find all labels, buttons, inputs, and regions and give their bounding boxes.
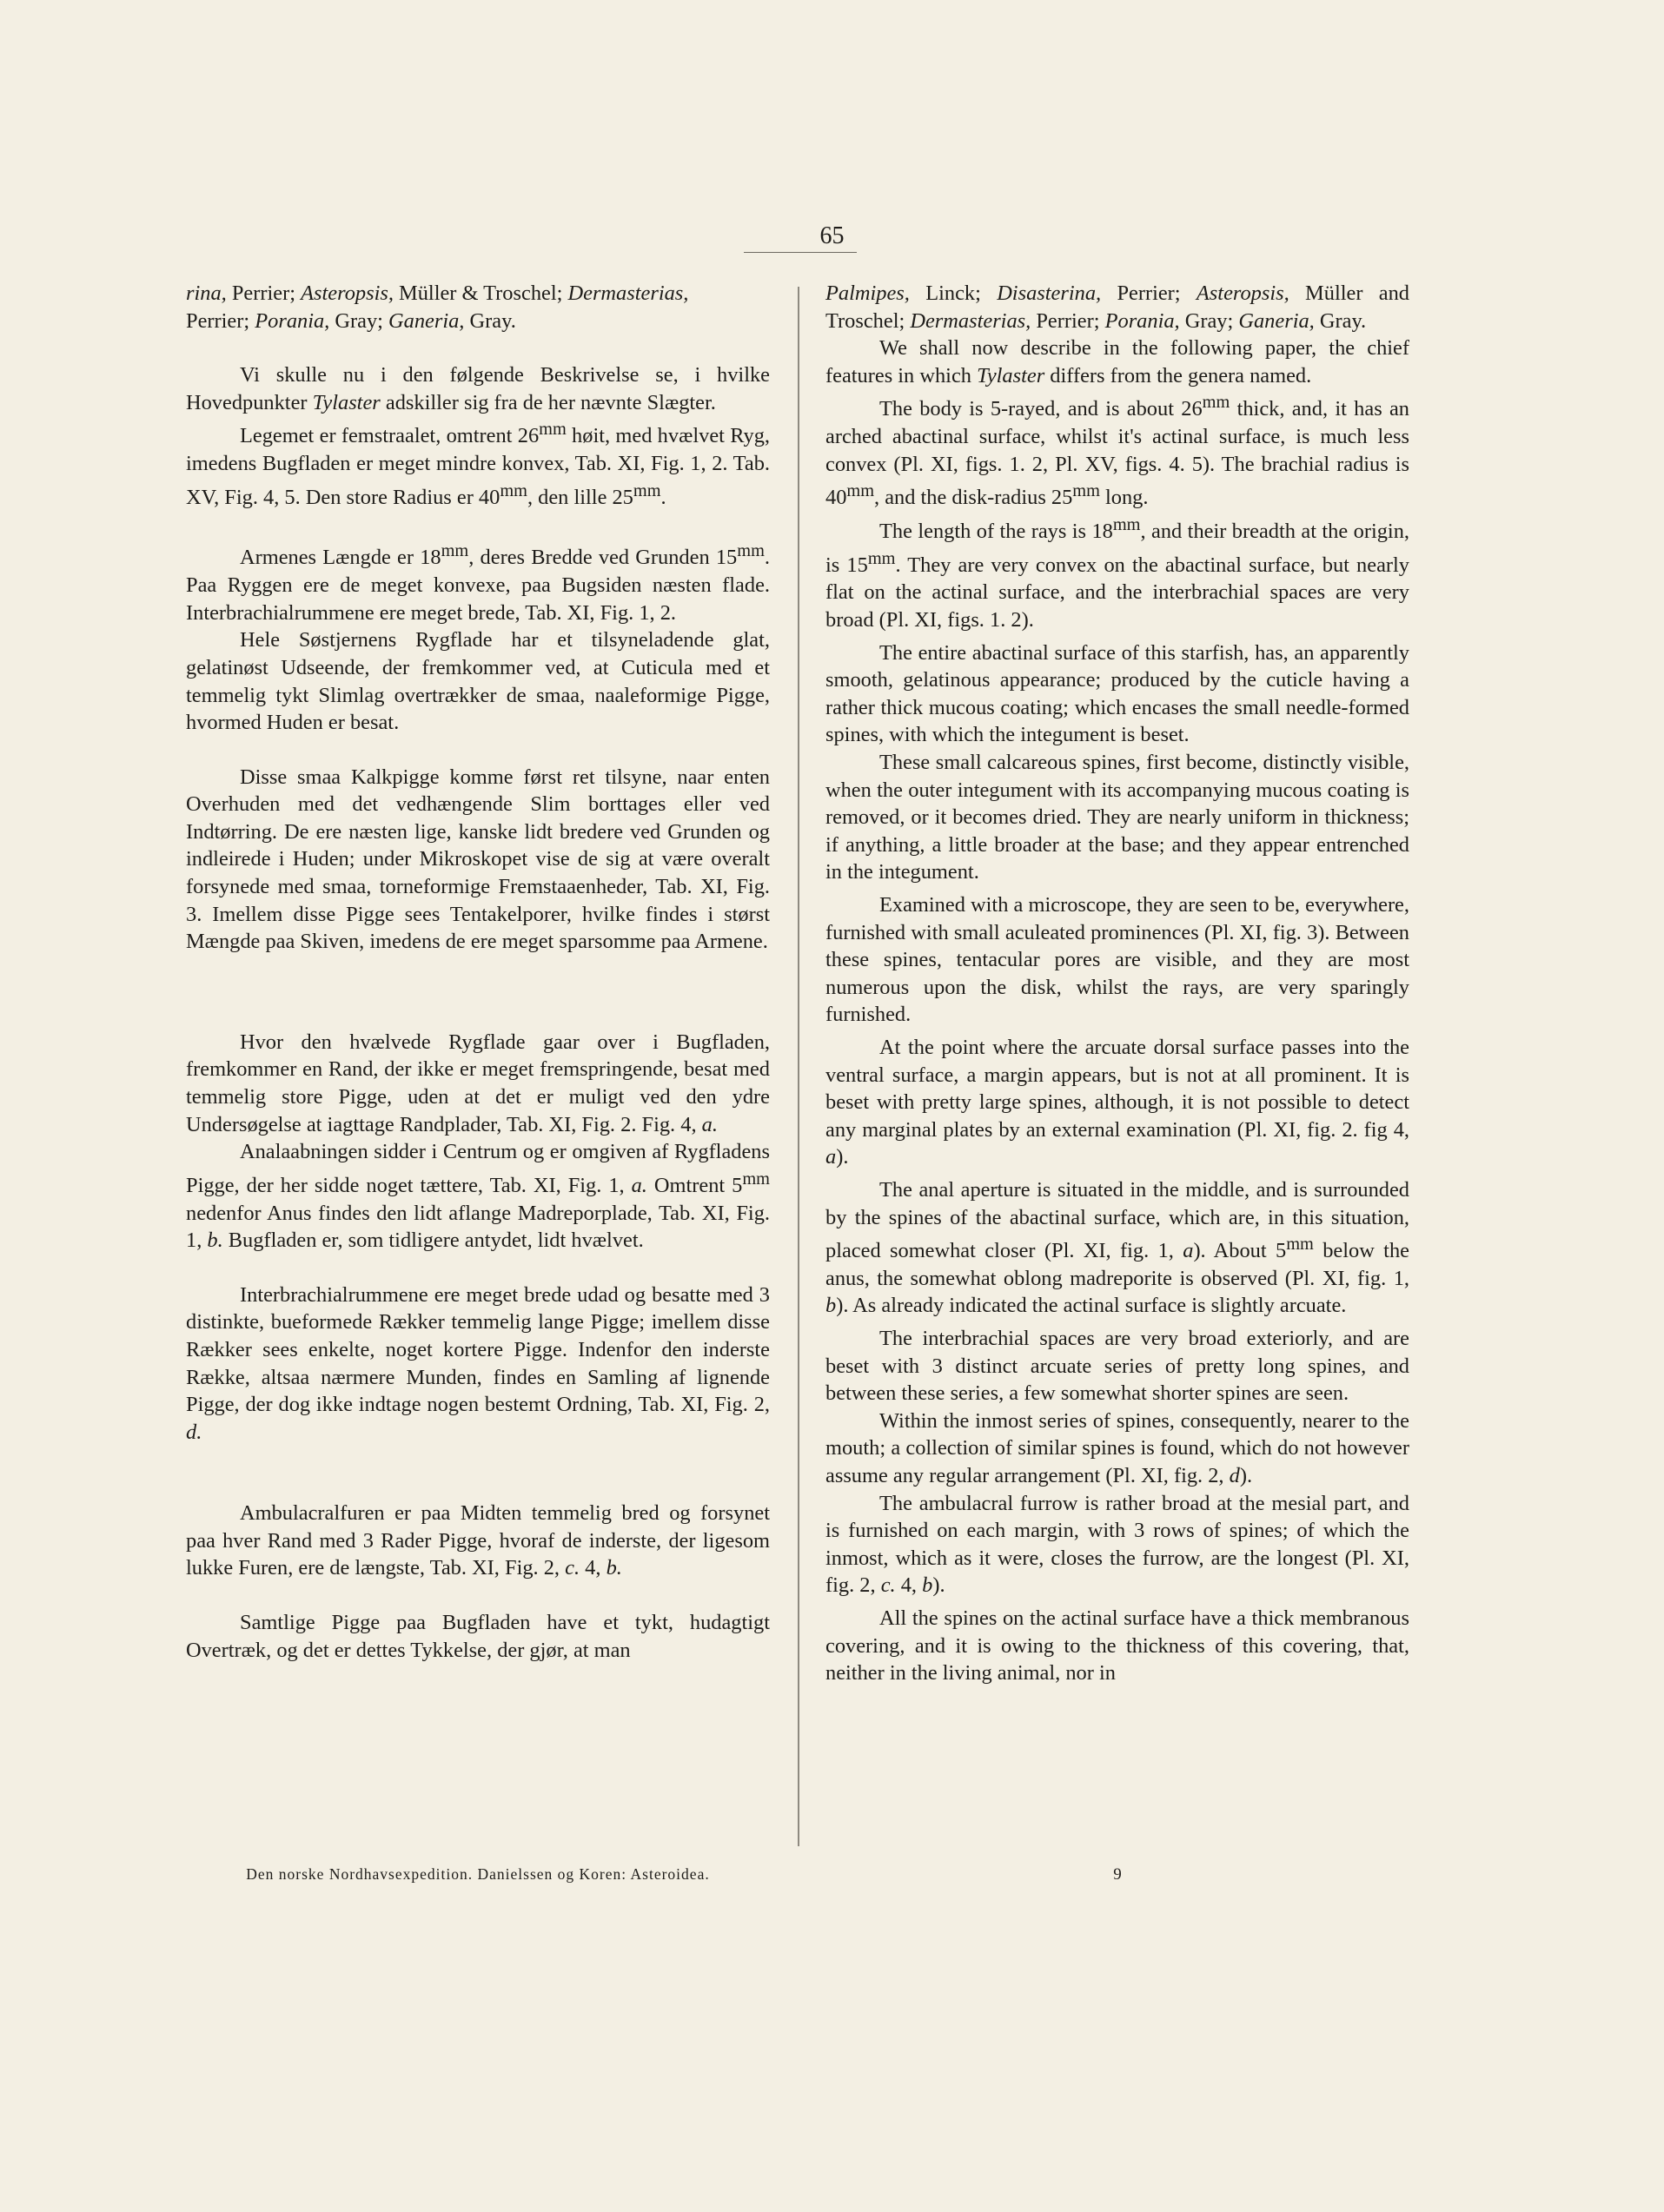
column-divider [798, 287, 799, 1846]
paragraph: Legemet er femstraalet, omtrent $26^{mm}$ høit, med hvælvet Ryg, imedens Bugfladen er meget mindre konvex, Tab. XI, Fig. 1, 2. Tab. XV, Fig. 4, 5. Den store Radius er $40^{mm}$, den lille $25^{mm}$. [186, 420, 770, 509]
paragraph: Analaabningen sidder i Centrum og er omgiven af Rygfladens Pigge, der her sidde noget tættere, Tab. XI, Fig. 1, a. Omtrent $5^{mm}$ nedenfor Anus findes den lidt aflange Madreporplade, Tab. XI, Fig. 1, b. Bugfladen er, som tidligere antydet, lidt hvælvet. [186, 1140, 770, 1253]
paragraph: Palmipes, Linck; Disasterina, Perrier; Asteropsis, Müller and Troschel; Dermasterias, Perrier; Porania, Gray; Ganeria, Gray. [825, 281, 1409, 333]
paragraph: At the point where the arcuate dorsal surface passes into the ventral surface, a margin appears, but is not at all prominent. It is beset with pretty large spines, although, it is not possible to detect any marginal plates by an external examination (Pl. XI, fig. 2. fig 4, a). [825, 1035, 1409, 1169]
paragraph: The length of the rays is $18^{mm}$, and their breadth at the origin, is $15^{mm}$. They are very convex on the abactinal surface, but nearly flat on the actinal surface, and the interbrachial spaces are very broad (Pl. XI, figs. 1. 2). [825, 515, 1409, 632]
paragraph [186, 280, 770, 334]
footer-signature: Den norske Nordhavsexpedition. Danielssen og Koren: Asteroidea. [246, 1865, 710, 1883]
paragraph: We shall now describe in the following paper, the chief features in which Tylaster differs from the genera named. [825, 336, 1409, 387]
paragraph: Examined with a microscope, they are seen to be, everywhere, furnished with small aculeated prominences (Pl. XI, fig. 3). Between these spines, tentacular pores are visible, and they are most numerous upon the disk, whilst the rays, are very sparingly furnished. [825, 892, 1409, 1027]
paragraph: These small calcareous spines, first become, distinctly visible, when the outer integument with its accompanying mucous coating is removed, or it becomes dried. They are nearly uniform in thickness; if anything, a little broader at the base; and they appear entrenched in the integument. [825, 751, 1409, 884]
paragraph: The body is 5-rayed, and is about $26^{mm}$ thick, and, it has an arched abactinal surface, whilst it's actinal surface, is much less convex (Pl. XI, figs. 1. 2, Pl. XV, figs. 4. 5). The brachial radius is $40^{mm}$, and the disk-radius $25^{mm}$ long. [825, 393, 1410, 510]
paragraph: Samtlige Pigge paa Bugfladen have et tykt, hudagtigt Overtræk, og det er dettes Tykkelse, der gjør, at man [186, 1611, 770, 1662]
paragraph: Interbrachialrummene ere meget brede udad og besatte med 3 distinkte, bueformede Rækker temmelig lange Pigge; imellem disse Rækker sees enkelte, noget kortere Pigge. Indenfor den inderste Række, altsaa nærmere Munden, findes en Samling af lignende Pigge, der dog ikke indtage nogen bestemt Ordning, Tab. XI, Fig. 2, d. [186, 1282, 770, 1444]
paragraph: Armenes Længde er $18^{mm}$, deres Bredde ved Grunden $15^{mm}$. Paa Ryggen ere de meget konvexe, paa Bugsiden næsten flade. Interbrachialrummene ere meget brede, Tab. XI, Fig. 1, 2. [186, 541, 770, 625]
paragraph: The entire abactinal surface of this starfish, has, an apparently smooth, gelatinous appearance; produced by the cuticle having a rather thick mucous coating; which encases the small needle-formed spines, with which the integument is beset. [825, 640, 1409, 747]
right-column-english [825, 280, 1409, 1687]
paragraph: Hele Søstjernens Rygflade har et tilsyneladende glat, gelatinøst Udseende, der fremkommer ved, at Cuticula med et temmelig tykt Slimlag overtrækker de smaa, naaleformige Pigge, hvormed Huden er besat. [186, 628, 770, 735]
paragraph: Vi skulle nu i den følgende Beskrivelse se, i hvilke Hovedpunkter Tylaster adskiller sig fra de her nævnte Slægter. [186, 363, 770, 414]
left-column-danish [186, 280, 770, 1664]
paragraph: All the spines on the actinal surface have a thick membranous covering, and it is owing to the thickness of this covering, that, neither in the living animal, nor in [825, 1606, 1409, 1685]
text-line: Perrier; Porania, Gray; Ganeria, Gray. [186, 308, 516, 333]
header-rule [744, 252, 857, 253]
text-line: rina, Perrier; Asteropsis, Müller & Troschel; Dermasterias, [186, 281, 689, 305]
paragraph: Disse smaa Kalkpigge komme først ret tilsyne, naar enten Overhuden med det vedhængende Slim borttages eller ved Indtørring. De ere næsten lige, kanske lidt bredere ved Grunden og indleirede i Huden; under Mikroskopet vise de sig at være overalt forsynede med smaa, torneformige Fremstaaenheder, Tab. XI, Fig. 3. Imellem disse Pigge sees Tentakelporer, hvilke findes i størst Mængde paa Skiven, imedens de ere meget sparsomme paa Armene. [186, 765, 770, 954]
paragraph: The ambulacral furrow is rather broad at the mesial part, and is furnished on each margin, with 3 rows of spines; of which the inmost, which as it were, closes the furrow, are the longest (Pl. XI, fig. 2, c. 4, b). [825, 1491, 1409, 1598]
sheet-number: 9 [1113, 1865, 1122, 1884]
paragraph: Ambulacralfuren er paa Midten temmelig bred og forsynet paa hver Rand med 3 Rader Pigge, hvoraf de inderste, der ligesom lukke Furen, ere de længste, Tab. XI, Fig. 2, c. 4, b. [186, 1501, 770, 1580]
paragraph: The interbrachial spaces are very broad exteriorly, and are beset with 3 distinct arcuate series of pretty long spines, and between these series, a few somewhat shorter spines are seen. [825, 1327, 1409, 1406]
paragraph: Hvor den hvælvede Rygflade gaar over i Bugfladen, fremkommer en Rand, der ikke er meget fremspringende, besat med temmelig store Pigge, uden at det er muligt ved den ydre Undersøgelse at iagttage Randplader, Tab. XI, Fig. 2. Fig. 4, a. [186, 1030, 770, 1136]
paragraph: Within the inmost series of spines, consequently, nearer to the mouth; a collection of similar spines is found, which do not however assume any regular arrangement (Pl. XI, fig. 2, d). [825, 1408, 1409, 1487]
page-number: 65 [819, 222, 845, 249]
paragraph: The anal aperture is situated in the middle, and is surrounded by the spines of the abactinal surface, which are, in this situation, placed somewhat closer (Pl. XI, fig. 1, a). About $5^{mm}$ below the anus, the somewhat oblong madreporite is observed (Pl. XI, fig. 1, b). As already indicated the actinal surface is slightly arcuate. [825, 1177, 1409, 1318]
